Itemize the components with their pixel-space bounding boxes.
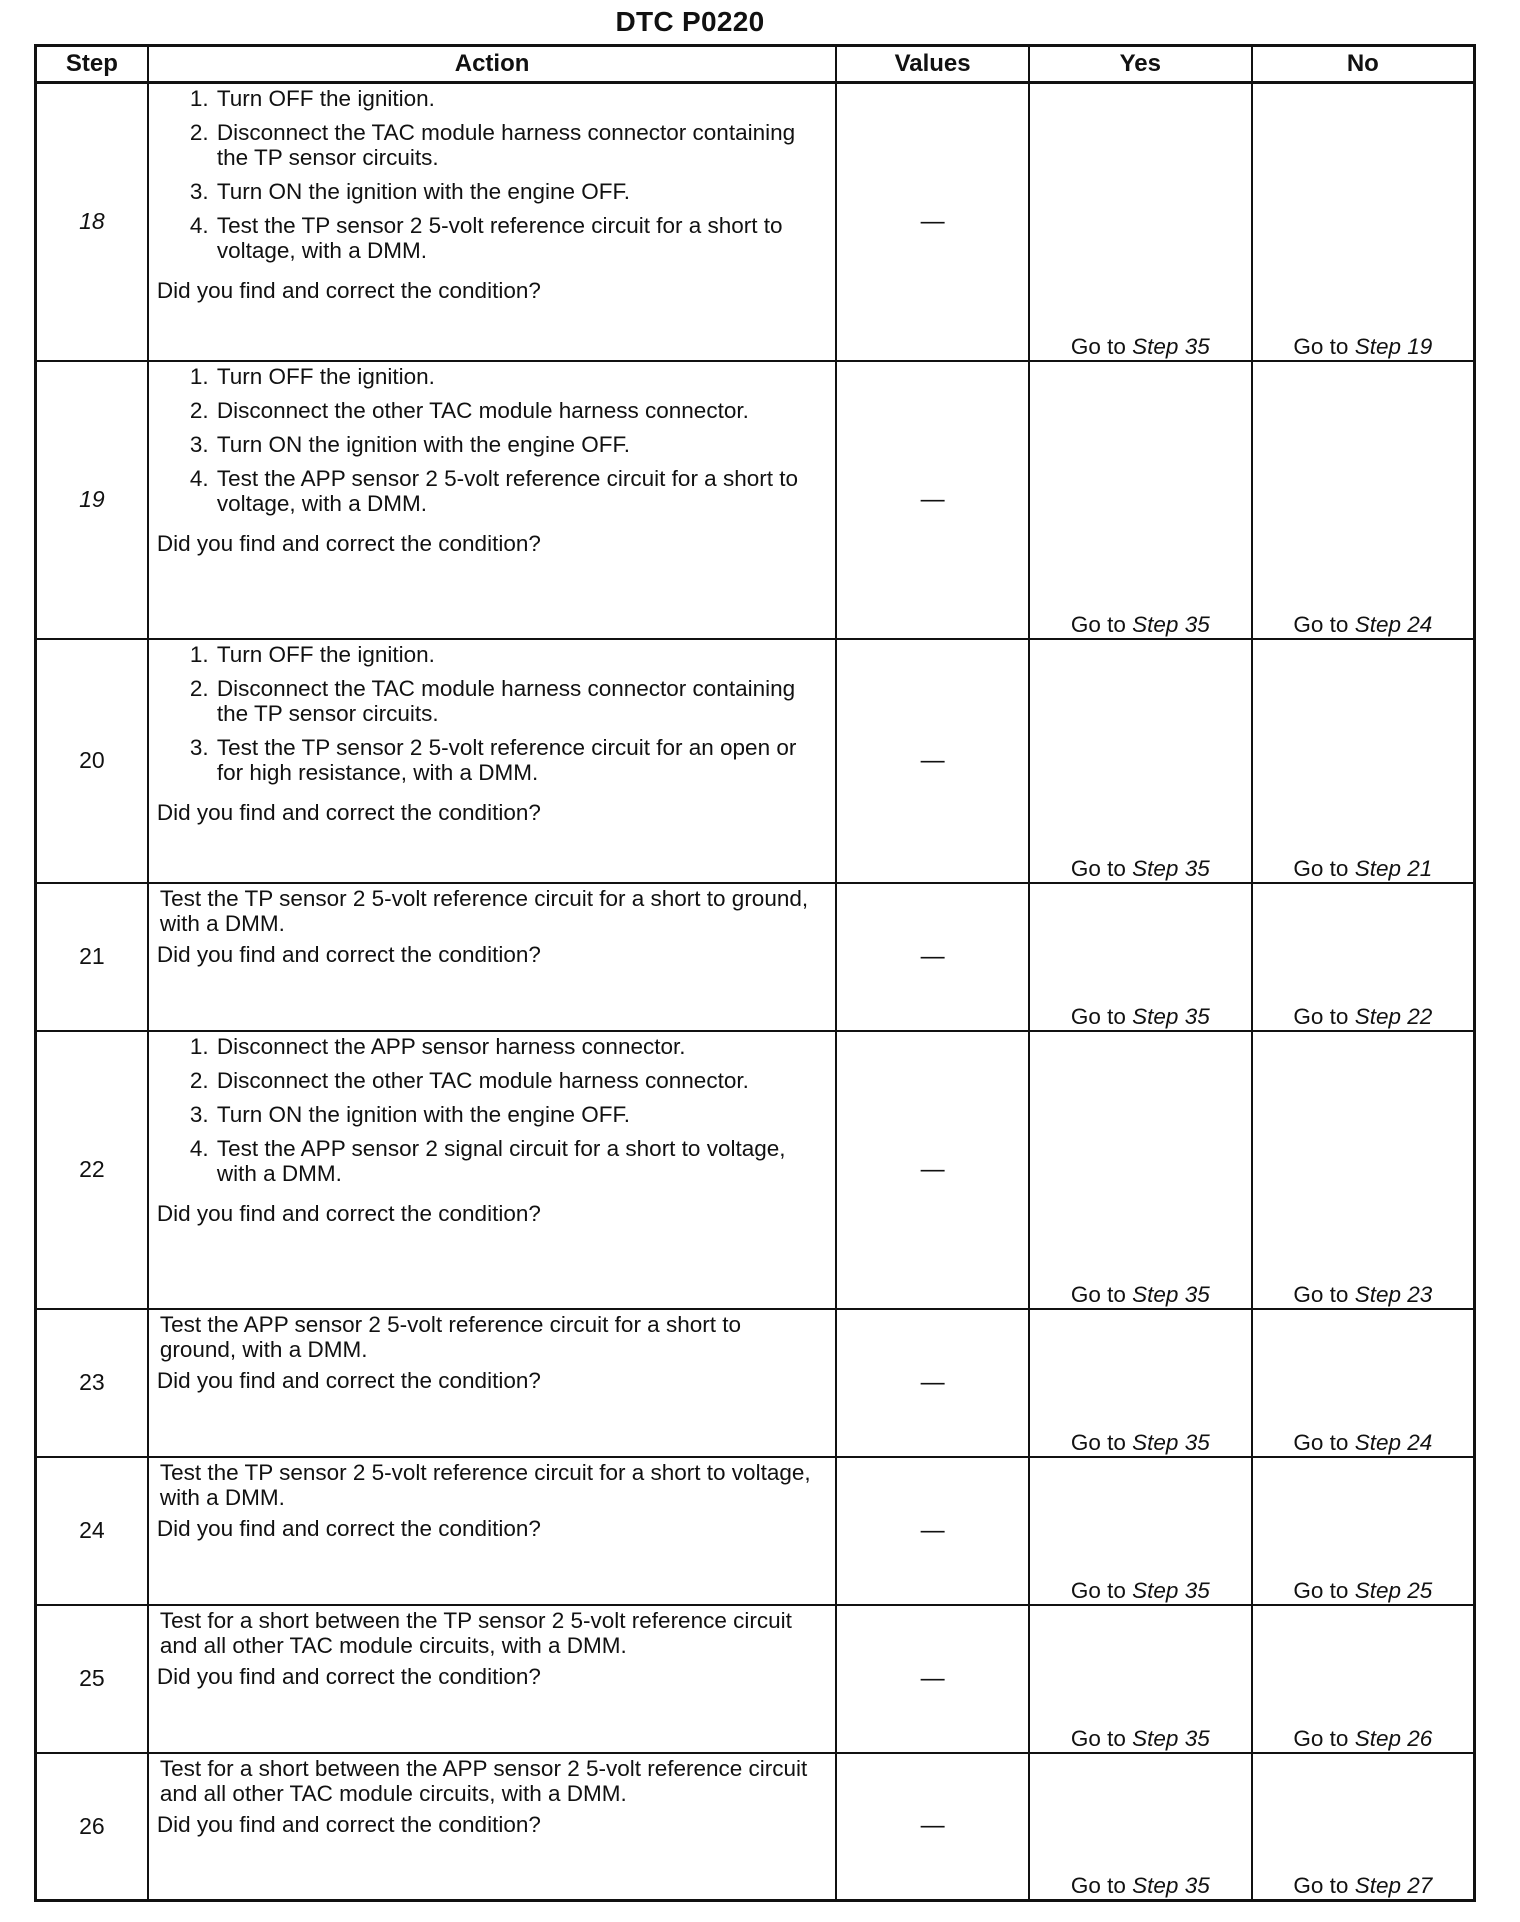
- step-number: 20: [36, 639, 148, 883]
- action-step-item: 3. Turn ON the ignition with the engine OFF.: [215, 432, 821, 457]
- step-number: 25: [36, 1605, 148, 1753]
- values-cell: —: [836, 1309, 1029, 1457]
- yes-step-link: Step 35: [1132, 1725, 1210, 1751]
- no-prefix: Go to: [1293, 1281, 1349, 1307]
- action-text: Test the APP sensor 2 5-volt reference circuit for a short to ground, with a DMM.: [159, 1311, 741, 1362]
- action-step-item: 1. Turn OFF the ignition.: [215, 86, 821, 111]
- yes-step-link: Step 35: [1132, 1429, 1210, 1455]
- table-row: [36, 1605, 1475, 1753]
- table-row: [36, 1031, 1475, 1309]
- action-steps: [157, 1034, 821, 1186]
- no-cell: [1252, 1031, 1475, 1309]
- table-row: [36, 883, 1475, 1031]
- no-prefix: Go to: [1293, 855, 1349, 881]
- step-number: 19: [36, 361, 148, 639]
- table-row: [36, 1753, 1475, 1901]
- yes-prefix: Go to: [1070, 1429, 1126, 1455]
- action-step-item: 2. Disconnect the other TAC module harness connector.: [215, 1068, 821, 1093]
- step-number: 18: [36, 83, 148, 361]
- table-row: [36, 1457, 1475, 1605]
- header-action: Action: [148, 46, 836, 83]
- action-step-item: 4. Test the APP sensor 2 signal circuit for a short to voltage, with a DMM.: [215, 1136, 821, 1186]
- table-row: [36, 83, 1475, 361]
- action-cell: [148, 1605, 836, 1753]
- no-prefix: Go to: [1293, 333, 1349, 359]
- header-values: Values: [836, 46, 1029, 83]
- yes-prefix: Go to: [1070, 1003, 1126, 1029]
- yes-cell: [1029, 83, 1252, 361]
- action-question: Did you find and correct the condition?: [156, 1515, 541, 1541]
- values-cell: —: [836, 883, 1029, 1031]
- no-cell: [1252, 1753, 1475, 1901]
- yes-cell: [1029, 639, 1252, 883]
- action-step-item: 4. Test the APP sensor 2 5-volt reference circuit for a short to voltage, with a DMM.: [215, 466, 821, 516]
- action-question: Did you find and correct the condition?: [156, 1367, 541, 1393]
- page-title: DTC P0220: [615, 6, 765, 37]
- action-cell: [148, 361, 836, 639]
- header-yes: Yes: [1029, 46, 1252, 83]
- action-cell: [148, 639, 836, 883]
- action-text: Test the TP sensor 2 5-volt reference circuit for a short to voltage, with a DMM.: [159, 1459, 811, 1510]
- values-cell: —: [836, 1031, 1029, 1309]
- values-cell: —: [836, 361, 1029, 639]
- yes-step-link: Step 35: [1132, 611, 1210, 637]
- no-cell: [1252, 1457, 1475, 1605]
- action-text: Test the TP sensor 2 5-volt reference circuit for a short to ground, with a DMM.: [159, 885, 809, 936]
- yes-step-link: Step 35: [1132, 855, 1210, 881]
- no-cell: [1252, 1309, 1475, 1457]
- header-no: No: [1252, 46, 1475, 83]
- action-cell: [148, 83, 836, 361]
- action-cell: [148, 1309, 836, 1457]
- no-cell: [1252, 883, 1475, 1031]
- no-cell: [1252, 83, 1475, 361]
- no-step-link: Step 25: [1354, 1577, 1433, 1603]
- no-prefix: Go to: [1293, 1003, 1349, 1029]
- no-cell: [1252, 1605, 1475, 1753]
- yes-step-link: Step 35: [1132, 1003, 1210, 1029]
- action-step-item: 1. Turn OFF the ignition.: [215, 642, 821, 667]
- action-step-item: 4. Test the TP sensor 2 5-volt reference circuit for a short to voltage, with a DMM.: [215, 213, 821, 263]
- yes-prefix: Go to: [1070, 611, 1126, 637]
- yes-cell: [1029, 883, 1252, 1031]
- action-step-item: 3. Test the TP sensor 2 5-volt reference circuit for an open or for high resistance, with a DMM.: [215, 735, 821, 785]
- yes-prefix: Go to: [1070, 1873, 1126, 1898]
- yes-prefix: Go to: [1070, 855, 1126, 881]
- action-question: Did you find and correct the condition?: [156, 1200, 541, 1226]
- table-row: [36, 361, 1475, 639]
- action-step-item: 2. Disconnect the other TAC module harness connector.: [215, 398, 821, 423]
- yes-cell: [1029, 1753, 1252, 1901]
- action-step-item: 2. Disconnect the TAC module harness connector containing the TP sensor circuits.: [215, 676, 821, 726]
- no-prefix: Go to: [1293, 1725, 1349, 1751]
- values-cell: —: [836, 1457, 1029, 1605]
- no-step-link: Step 22: [1354, 1003, 1433, 1029]
- action-question: Did you find and correct the condition?: [156, 1663, 541, 1689]
- yes-prefix: Go to: [1070, 1725, 1126, 1751]
- action-text: Test for a short between the APP sensor 2 5-volt reference circuit and all other TAC module circuits, with a DMM.: [159, 1755, 808, 1806]
- action-cell: [148, 1031, 836, 1309]
- yes-prefix: Go to: [1070, 333, 1126, 359]
- values-cell: —: [836, 1753, 1029, 1901]
- action-steps: [157, 642, 821, 785]
- yes-prefix: Go to: [1070, 1281, 1126, 1307]
- step-number: 21: [36, 883, 148, 1031]
- step-number: 26: [36, 1753, 148, 1901]
- action-cell: [148, 1753, 836, 1901]
- table-row: [36, 1309, 1475, 1457]
- step-number: 22: [36, 1031, 148, 1309]
- no-prefix: Go to: [1293, 1577, 1349, 1603]
- values-cell: —: [836, 83, 1029, 361]
- yes-cell: [1029, 1605, 1252, 1753]
- values-cell: —: [836, 1605, 1029, 1753]
- action-cell: [148, 883, 836, 1031]
- no-step-link: Step 24: [1354, 611, 1433, 637]
- step-number: 24: [36, 1457, 148, 1605]
- action-question: Did you find and correct the condition?: [156, 278, 541, 303]
- no-prefix: Go to: [1293, 611, 1349, 637]
- no-step-link: Step 19: [1354, 333, 1433, 359]
- yes-step-link: Step 35: [1132, 1577, 1210, 1603]
- no-step-link: Step 26: [1354, 1725, 1433, 1751]
- yes-prefix: Go to: [1070, 1577, 1126, 1603]
- yes-step-link: Step 35: [1132, 1281, 1210, 1307]
- yes-cell: [1029, 1309, 1252, 1457]
- no-cell: [1252, 361, 1475, 639]
- yes-cell: [1029, 1457, 1252, 1605]
- dtc-table: [34, 44, 1476, 1902]
- yes-cell: [1029, 361, 1252, 639]
- yes-cell: [1029, 1031, 1252, 1309]
- action-step-item: 3. Turn ON the ignition with the engine OFF.: [215, 1102, 821, 1127]
- action-steps: [157, 364, 821, 516]
- no-cell: [1252, 639, 1475, 883]
- yes-step-link: Step 35: [1132, 1873, 1210, 1898]
- action-question: Did you find and correct the condition?: [156, 1811, 541, 1837]
- no-step-link: Step 21: [1354, 855, 1433, 881]
- no-prefix: Go to: [1293, 1429, 1349, 1455]
- action-text: Test for a short between the TP sensor 2 5-volt reference circuit and all other TAC module circuits, with a DMM.: [159, 1607, 792, 1658]
- header-step: Step: [36, 46, 148, 83]
- table-row: [36, 639, 1475, 883]
- no-step-link: Step 24: [1354, 1429, 1433, 1455]
- yes-step-link: Step 35: [1132, 333, 1210, 359]
- action-step-item: 3. Turn ON the ignition with the engine OFF.: [215, 179, 821, 204]
- action-question: Did you find and correct the condition?: [156, 799, 541, 825]
- values-cell: —: [836, 639, 1029, 883]
- action-step-item: 2. Disconnect the TAC module harness connector containing the TP sensor circuits.: [215, 120, 821, 170]
- header-row: [36, 46, 1475, 83]
- action-question: Did you find and correct the condition?: [156, 941, 541, 967]
- action-step-item: 1. Turn OFF the ignition.: [215, 364, 821, 389]
- action-question: Did you find and correct the condition?: [156, 530, 541, 556]
- no-step-link: Step 23: [1354, 1281, 1433, 1307]
- step-number: 23: [36, 1309, 148, 1457]
- action-steps: [157, 86, 821, 263]
- no-prefix: Go to: [1293, 1873, 1349, 1898]
- action-cell: [148, 1457, 836, 1605]
- action-step-item: 1. Disconnect the APP sensor harness connector.: [215, 1034, 821, 1059]
- no-step-link: Step 27: [1354, 1873, 1433, 1898]
